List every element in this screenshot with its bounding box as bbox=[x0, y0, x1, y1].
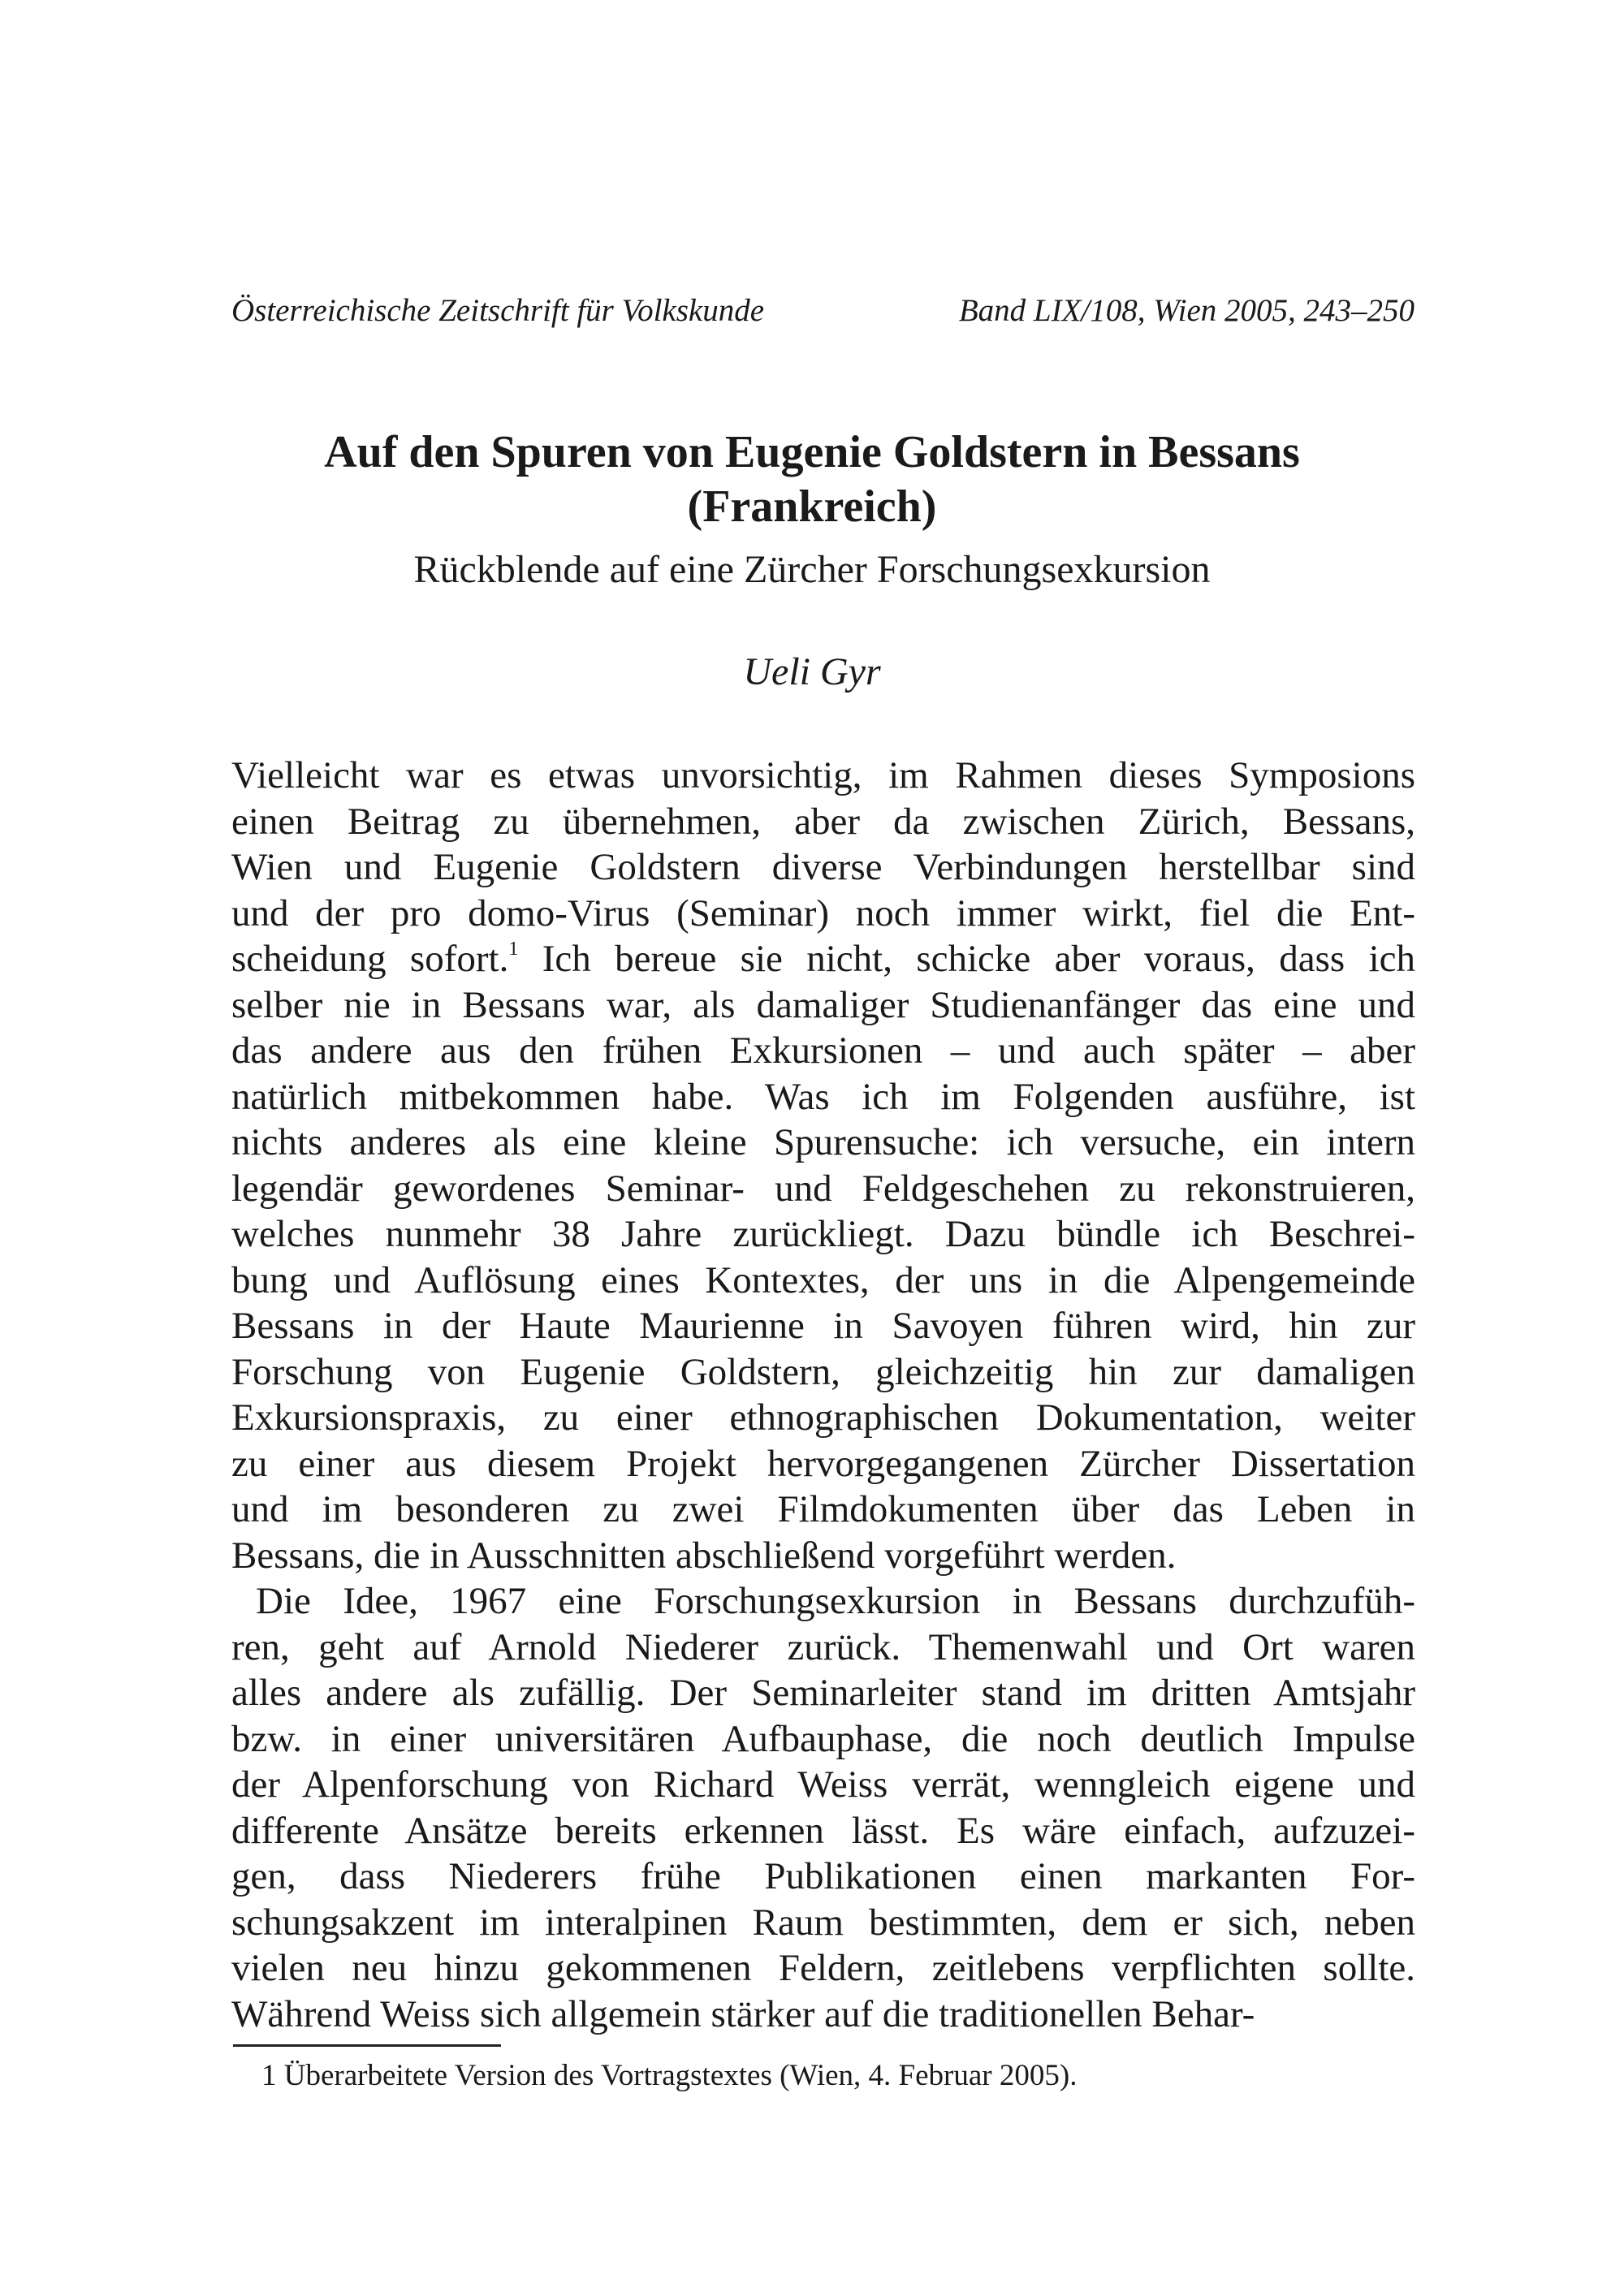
text-line bbox=[231, 1900, 1415, 1946]
text-line bbox=[231, 1945, 1415, 1992]
text-line bbox=[231, 1487, 1415, 1533]
text-segment: einen Beitrag zu übernehmen, aber da zwischen Zürich, Bessans, bbox=[231, 800, 1415, 843]
text-line bbox=[231, 1716, 1415, 1763]
text-segment: bung und Auflösung eines Kontextes, der uns in die Alpengemeinde bbox=[231, 1258, 1415, 1301]
article-title-line2: (Frankreich) bbox=[687, 481, 937, 532]
text-segment: Die Idee, 1967 eine Forschungsexkursion in Bessans durchzufüh- bbox=[256, 1580, 1415, 1622]
text-segment: Während Weiss sich allgemein stärker auf die traditionellen Behar- bbox=[231, 1992, 1255, 2035]
text-line bbox=[231, 1808, 1415, 1854]
text-segment: differente Ansätze bereits erkennen lässt. Es wäre einfach, aufzuzei- bbox=[231, 1809, 1415, 1852]
text-line bbox=[231, 936, 1415, 982]
text-segment: Wien und Eugenie Goldstern diverse Verbindungen herstellbar sind bbox=[231, 846, 1415, 888]
text-line bbox=[231, 1120, 1415, 1166]
article-title: Auf den Spuren von Eugenie Goldstern in Bessans bbox=[324, 427, 1300, 477]
text-line bbox=[231, 1625, 1415, 1671]
text-segment: der Alpenforschung von Richard Weiss verrät, wenngleich eigene und bbox=[231, 1763, 1415, 1806]
text-line bbox=[231, 1166, 1415, 1212]
text-line bbox=[231, 1533, 1415, 1579]
text-segment: Bessans, die in Ausschnitten abschließend vorgeführt werden. bbox=[231, 1534, 1177, 1577]
text-line bbox=[231, 1762, 1415, 1808]
text-segment: und der pro domo-Virus (Seminar) noch immer wirkt, fiel die Ent- bbox=[231, 891, 1415, 934]
volume-info: Band LIX/108, Wien 2005, 243–250 bbox=[958, 293, 1415, 328]
text-segment: schungsakzent im interalpinen Raum bestimmten, dem er sich, neben bbox=[231, 1901, 1415, 1944]
text-segment: vielen neu hinzu gekommenen Feldern, zeitlebens verpflichten sollte. bbox=[231, 1947, 1415, 1989]
text-segment: das andere aus den frühen Exkursionen – und auch später – aber bbox=[231, 1029, 1415, 1072]
text-segment: legendär gewordenes Seminar- und Feldgeschehen zu rekonstruieren, bbox=[231, 1167, 1415, 1210]
text-line bbox=[231, 1074, 1415, 1120]
text-line bbox=[231, 753, 1415, 799]
text-line bbox=[231, 982, 1415, 1029]
text-line bbox=[231, 1578, 1415, 1625]
text-line bbox=[231, 1211, 1415, 1258]
text-line bbox=[231, 1303, 1415, 1349]
text-segment: Forschung von Eugenie Goldstern, gleichzeitig hin zur damaligen bbox=[231, 1350, 1415, 1393]
text-segment: gen, dass Niederers frühe Publikationen einen markanten For- bbox=[231, 1855, 1415, 1897]
text-segment: scheidung sofort. bbox=[231, 938, 509, 980]
text-line bbox=[231, 1670, 1415, 1716]
text-segment: zu einer aus diesem Projekt hervorgegangenen Zürcher Dissertation bbox=[231, 1442, 1415, 1485]
footnote: 1 Überarbeitete Version des Vortragstextes (Wien, 4. Februar 2005). bbox=[261, 2059, 1078, 2092]
text-line bbox=[231, 891, 1415, 937]
text-line bbox=[231, 799, 1415, 845]
journal-name: Österreichische Zeitschrift für Volkskunde bbox=[231, 293, 765, 328]
text-line bbox=[231, 1854, 1415, 1900]
text-segment: natürlich mitbekommen habe. Was ich im Folgenden ausführe, ist bbox=[231, 1075, 1415, 1118]
text-line bbox=[231, 1395, 1415, 1441]
article-subtitle: Rückblende auf eine Zürcher Forschungsexkursion bbox=[413, 548, 1211, 591]
text-line bbox=[231, 1992, 1415, 2038]
text-line bbox=[231, 1441, 1415, 1487]
text-segment: nichts anderes als eine kleine Spurensuche: ich versuche, ein intern bbox=[231, 1121, 1415, 1163]
text-segment: welches nunmehr 38 Jahre zurückliegt. Dazu bündle ich Beschrei- bbox=[231, 1213, 1415, 1255]
text-segment: Bessans in der Haute Maurienne in Savoyen führen wird, hin zur bbox=[231, 1305, 1415, 1347]
text-segment: ren, geht auf Arnold Niederer zurück. Themenwahl und Ort waren bbox=[231, 1625, 1415, 1668]
paragraph bbox=[231, 753, 1415, 1578]
text-segment: Vielleicht war es etwas unvorsichtig, im Rahmen dieses Symposions bbox=[231, 754, 1415, 796]
text-line bbox=[231, 1349, 1415, 1396]
text-segment: bzw. in einer universitären Aufbauphase, die noch deutlich Impulse bbox=[231, 1717, 1415, 1760]
text-segment: und im besonderen zu zwei Filmdokumenten über das Leben in bbox=[231, 1488, 1415, 1530]
paragraph bbox=[231, 1578, 1415, 2037]
text-segment: Ich bereue sie nicht, schicke aber voraus, dass ich bbox=[518, 938, 1415, 980]
text-line bbox=[231, 1258, 1415, 1304]
text-line bbox=[231, 1028, 1415, 1074]
footnote-divider bbox=[233, 2044, 501, 2047]
text-segment: alles andere als zufällig. Der Seminarleiter stand im dritten Amtsjahr bbox=[231, 1672, 1415, 1714]
text-segment: Exkursionspraxis, zu einer ethnographischen Dokumentation, weiter bbox=[231, 1396, 1415, 1439]
text-segment: selber nie in Bessans war, als damaliger Studienanfänger das eine und bbox=[231, 983, 1415, 1026]
body-text bbox=[231, 753, 1415, 2037]
footnote-marker[interactable]: 1 bbox=[508, 939, 519, 960]
text-line bbox=[231, 844, 1415, 891]
author-name: Ueli Gyr bbox=[743, 650, 881, 693]
